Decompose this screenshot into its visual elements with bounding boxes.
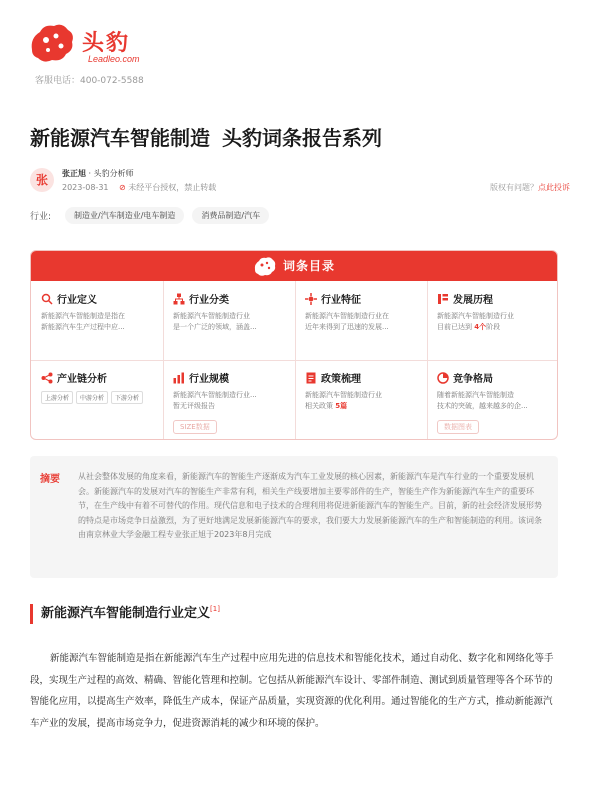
- title-main: 新能源汽车智能制造: [30, 126, 210, 150]
- toc-item-desc: [305, 401, 417, 412]
- abstract-label: 摘要: [40, 474, 60, 485]
- downstream-chip[interactable]: 下游分析: [111, 391, 143, 404]
- toc-item-desc: 近年来得到了迅速的发展...: [305, 323, 389, 331]
- leopard-logo-icon: [28, 20, 76, 64]
- toc-item-title: 产业链分析: [57, 374, 107, 385]
- toc-item-title: 行业规模: [189, 374, 229, 385]
- logo-url[interactable]: Leadleo.com: [88, 54, 140, 64]
- toc-item-desc: 新能源汽车生产过程中应...: [41, 323, 125, 331]
- desc-suffix: 阶段: [486, 323, 501, 331]
- industry-tag[interactable]: 制造业/汽车制造业/电车制造: [65, 207, 184, 224]
- upstream-chip[interactable]: 上游分析: [41, 391, 73, 404]
- page-title: [30, 122, 382, 151]
- abstract-text: 从社会整体发展的角度来看，新能源汽车的智能生产逐渐成为汽车工业发展的核心因素，新能源汽车是汽车行业的一个重要发展机会。新能源汽车的发展对汽车的智能生产非常有利，相关生产线要增加主要零部件的生产，智能生产作为新能源汽车生产的重要环节，在生产线中有着不可替代的作用。现代信息和电子技术的合理利用将促进新能源汽车的智能生产。目前，新的社会经济发展形势的特点是市场竞争日益激烈，为了更好地满足发展新能源汽车的要求，我们要大力发展新能源汽车的生产和智能制造的利用。该词条由南京林业大学金融工程专业张正旭于2023年8月完成: [78, 472, 542, 539]
- toc-item-desc: 新能源汽车智能制造行业: [437, 312, 514, 320]
- toc-item-title: 政策梳理: [321, 374, 361, 385]
- toc-item-classification[interactable]: [163, 281, 295, 360]
- magnifier-icon: [41, 293, 53, 305]
- toc-item-chain[interactable]: [31, 360, 163, 439]
- toc-panel: [30, 250, 558, 440]
- document-icon: [305, 372, 317, 384]
- leopard-icon: [253, 255, 277, 277]
- reference-link[interactable]: [1]: [210, 605, 220, 613]
- toc-item-desc: 新能源汽车智能制造是指在: [41, 312, 125, 320]
- chain-icon: [41, 372, 53, 384]
- toc-item-desc: 随着新能源汽车智能制造: [437, 391, 514, 399]
- policy-count: 5篇: [335, 402, 348, 410]
- toc-item-scale[interactable]: [163, 360, 295, 439]
- toc-item-title: 行业特征: [321, 295, 361, 306]
- author-row: [30, 168, 570, 196]
- pie-chart-icon: [437, 372, 449, 384]
- hierarchy-icon: [173, 293, 185, 305]
- copyright-report: [490, 182, 570, 193]
- publish-date: 2023-08-31: [62, 183, 109, 192]
- toc-item-title: 发展历程: [453, 295, 493, 306]
- report-link[interactable]: 点此投诉: [538, 183, 570, 192]
- industry-label: 行业:: [30, 211, 52, 222]
- toc-item-title: 行业定义: [57, 295, 97, 306]
- title-series: 头豹词条报告系列: [222, 126, 382, 150]
- toc-item-desc: 暂无评级报告: [173, 402, 215, 410]
- desc-prefix: 相关政策: [305, 402, 336, 410]
- section-body: 新能源汽车智能制造是指在新能源汽车生产过程中应用先进的信息技术和智能化技术，通过自动化、数字化和网络化等手段，实现生产过程的高效、精确、智能化管理和控制。它包括从新能源汽车设计、零部件制造、测试到质量管理等各个环节的智能化应用，以提高生产效率，降低生产成本，保证产品质量，实现资源的优化利用。通过智能化的生产方式，推动新能源汽车产业的发展，提高市场竞争力，促进资源消耗的减少和环境的保护。: [30, 653, 554, 729]
- author-org: · 头豹分析师: [86, 169, 134, 178]
- industry-row: [30, 206, 277, 224]
- toc-item-desc: 新能源汽车智能制造行业...: [173, 391, 257, 399]
- toc-item-desc: 新能源汽车智能制造行业: [305, 391, 382, 399]
- features-icon: [305, 293, 317, 305]
- toc-item-desc: [437, 322, 549, 333]
- toc-item-competition[interactable]: [427, 360, 558, 439]
- toc-grid: [31, 281, 557, 439]
- toc-item-title: 竞争格局: [453, 374, 493, 385]
- avatar: 张: [30, 168, 54, 192]
- report-prefix: 版权有问题？: [490, 183, 538, 192]
- toc-item-desc: 技术的突破，越来越多的企...: [437, 402, 528, 410]
- data-chart-badge[interactable]: 数据图表: [437, 420, 479, 434]
- toc-item-desc: 新能源汽车智能制造行业: [173, 312, 250, 320]
- toc-title: 词条目录: [283, 259, 336, 273]
- toc-item-desc: 是一个广泛的领域，涵盖...: [173, 323, 257, 331]
- section-title: [30, 604, 220, 624]
- forbid-icon: ⊘: [119, 183, 126, 192]
- abstract-box: [30, 456, 558, 578]
- logo-text: 头豹: [82, 31, 131, 56]
- forbid-text: 未经平台授权，禁止转载: [128, 183, 217, 192]
- hotline-text: 客服电话：400-072-5588: [35, 76, 144, 86]
- bar-chart-icon: [173, 372, 185, 384]
- toc-item-title: 行业分类: [189, 295, 229, 306]
- toc-item-policy[interactable]: [295, 360, 427, 439]
- toc-item-definition[interactable]: [31, 281, 163, 360]
- toc-header: [31, 251, 557, 281]
- author-name-text: 张正旭: [62, 169, 86, 178]
- toc-item-history[interactable]: [427, 281, 558, 360]
- stage-count: 4个: [474, 323, 487, 331]
- toc-item-features[interactable]: [295, 281, 427, 360]
- publish-meta: [62, 182, 216, 193]
- timeline-icon: [437, 293, 449, 305]
- midstream-chip[interactable]: 中游分析: [76, 391, 108, 404]
- desc-prefix: 目前已达到: [437, 323, 475, 331]
- toc-item-desc: 新能源汽车智能制造行业在: [305, 312, 389, 320]
- author-name: [62, 168, 134, 179]
- size-data-badge[interactable]: SIZE数据: [173, 420, 217, 434]
- industry-tag[interactable]: 消费品制造/汽车: [192, 207, 269, 224]
- section-title-text: 新能源汽车智能制造行业定义: [41, 606, 211, 621]
